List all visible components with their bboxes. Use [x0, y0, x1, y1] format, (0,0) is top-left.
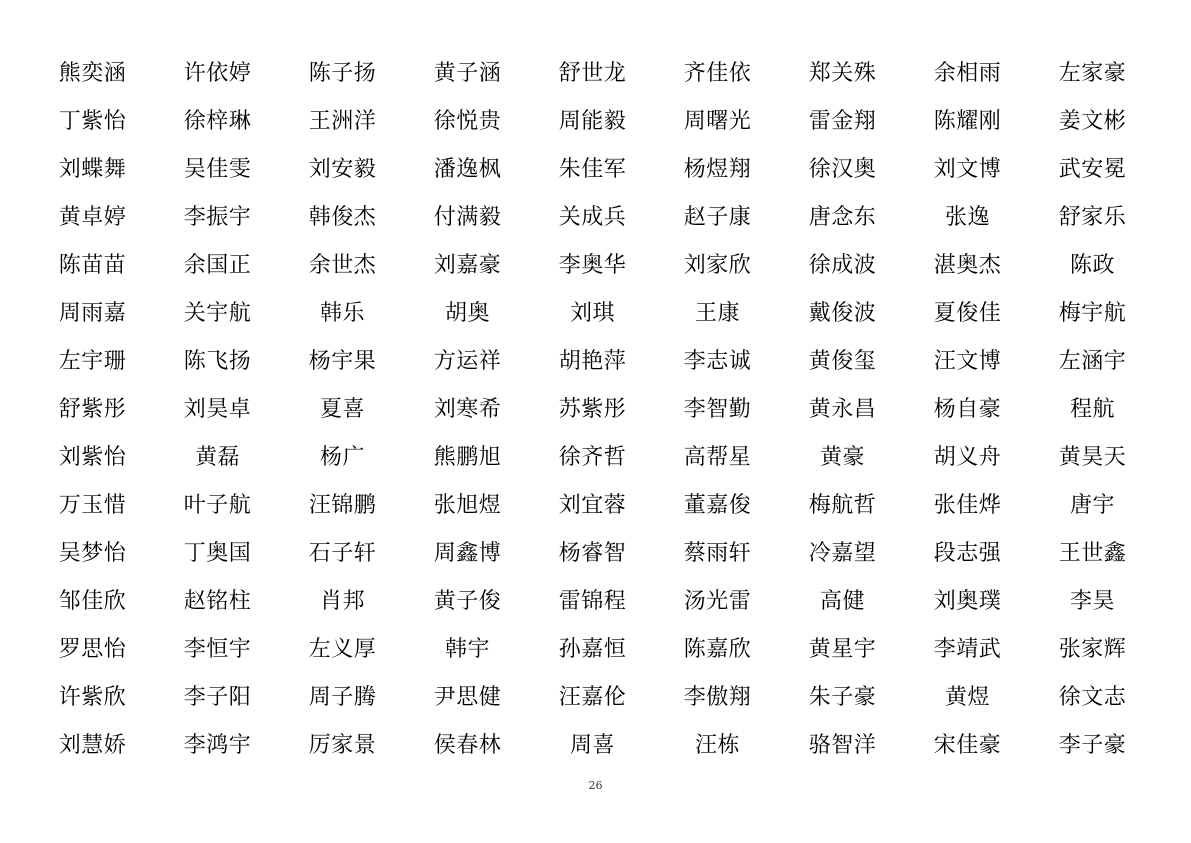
name-cell: 汪文博	[933, 349, 1002, 374]
name-cell: 尹思健	[433, 685, 502, 710]
name-cell: 刘寒希	[433, 397, 502, 422]
name-cell: 梅航哲	[808, 493, 877, 518]
name-cell: 李奥华	[558, 253, 627, 278]
name-list-grid	[30, 50, 1155, 770]
name-cell: 罗思怡	[58, 637, 127, 662]
name-cell: 汪锦鹏	[308, 493, 377, 518]
name-cell: 周曙光	[683, 109, 752, 134]
name-cell: 杨广	[319, 445, 365, 470]
name-cell: 熊奕涵	[58, 61, 127, 86]
name-cell: 陈子扬	[308, 61, 377, 86]
name-cell: 赵子康	[683, 205, 752, 230]
name-cell: 陈苗苗	[58, 253, 127, 278]
name-cell: 刘文博	[933, 157, 1002, 182]
name-cell: 唐宇	[1069, 493, 1115, 518]
name-cell: 李鸿宇	[183, 733, 252, 758]
name-cell: 周子腾	[308, 685, 377, 710]
name-cell: 许依婷	[183, 61, 252, 86]
name-cell: 关宇航	[183, 301, 252, 326]
name-cell: 左宇珊	[58, 349, 127, 374]
name-cell: 夏喜	[319, 397, 365, 422]
name-cell: 徐文志	[1058, 685, 1127, 710]
name-cell: 胡义舟	[933, 445, 1002, 470]
name-cell: 李靖武	[933, 637, 1002, 662]
name-cell: 黄煜	[944, 685, 990, 710]
name-cell: 黄永昌	[808, 397, 877, 422]
name-cell: 夏俊佳	[933, 301, 1002, 326]
name-cell: 黄磊	[194, 445, 240, 470]
name-cell: 韩俊杰	[308, 205, 377, 230]
name-cell: 刘家欣	[683, 253, 752, 278]
name-cell: 梅宇航	[1058, 301, 1127, 326]
name-cell: 韩宇	[444, 637, 490, 662]
name-cell: 朱佳军	[558, 157, 627, 182]
name-cell: 徐悦贵	[433, 109, 502, 134]
name-cell: 汪栋	[694, 733, 740, 758]
name-cell: 杨自豪	[933, 397, 1002, 422]
name-cell: 周雨嘉	[58, 301, 127, 326]
name-cell: 唐念东	[808, 205, 877, 230]
name-cell: 舒紫彤	[58, 397, 127, 422]
name-cell: 骆智洋	[808, 733, 877, 758]
name-cell: 刘嘉豪	[433, 253, 502, 278]
name-cell: 张旭煜	[433, 493, 502, 518]
name-cell: 冷嘉望	[808, 541, 877, 566]
name-cell: 朱子豪	[808, 685, 877, 710]
name-cell: 戴俊波	[808, 301, 877, 326]
name-cell: 付满毅	[433, 205, 502, 230]
name-cell: 方运祥	[433, 349, 502, 374]
name-cell: 邹佳欣	[58, 589, 127, 614]
name-cell: 刘蝶舞	[58, 157, 127, 182]
name-cell: 徐汉奥	[808, 157, 877, 182]
name-cell: 张逸	[944, 205, 990, 230]
name-cell: 李傲翔	[683, 685, 752, 710]
name-cell: 汤光雷	[683, 589, 752, 614]
name-cell: 黄子涵	[433, 61, 502, 86]
name-cell: 石子轩	[308, 541, 377, 566]
name-cell: 李子豪	[1058, 733, 1127, 758]
name-cell: 陈飞扬	[183, 349, 252, 374]
name-cell: 周喜	[569, 733, 615, 758]
name-cell: 潘逸枫	[433, 157, 502, 182]
name-cell: 李子阳	[183, 685, 252, 710]
name-cell: 关成兵	[558, 205, 627, 230]
name-cell: 余世杰	[308, 253, 377, 278]
name-cell: 叶子航	[183, 493, 252, 518]
name-cell: 段志强	[933, 541, 1002, 566]
name-cell: 刘安毅	[308, 157, 377, 182]
name-cell: 余相雨	[933, 61, 1002, 86]
name-cell: 李智勤	[683, 397, 752, 422]
name-cell: 湛奥杰	[933, 253, 1002, 278]
name-cell: 武安冕	[1058, 157, 1127, 182]
name-cell: 李恒宇	[183, 637, 252, 662]
name-cell: 刘慧娇	[58, 733, 127, 758]
name-cell: 杨宇果	[308, 349, 377, 374]
name-cell: 黄星宇	[808, 637, 877, 662]
name-cell: 黄卓婷	[58, 205, 127, 230]
name-cell: 黄俊玺	[808, 349, 877, 374]
name-cell: 许紫欣	[58, 685, 127, 710]
name-cell: 左涵宇	[1058, 349, 1127, 374]
name-cell: 齐佳依	[683, 61, 752, 86]
name-cell: 陈嘉欣	[683, 637, 752, 662]
name-cell: 赵铭柱	[183, 589, 252, 614]
name-cell: 姜文彬	[1058, 109, 1127, 134]
name-cell: 韩乐	[319, 301, 365, 326]
name-cell: 雷金翔	[808, 109, 877, 134]
name-cell: 舒家乐	[1058, 205, 1127, 230]
name-cell: 李志诚	[683, 349, 752, 374]
name-cell: 孙嘉恒	[558, 637, 627, 662]
name-cell: 刘紫怡	[58, 445, 127, 470]
name-cell: 张佳烨	[933, 493, 1002, 518]
name-cell: 雷锦程	[558, 589, 627, 614]
name-cell: 周鑫博	[433, 541, 502, 566]
name-cell: 黄昊天	[1058, 445, 1127, 470]
name-cell: 蔡雨轩	[683, 541, 752, 566]
name-cell: 李振宇	[183, 205, 252, 230]
name-cell: 程航	[1069, 397, 1115, 422]
name-cell: 张家辉	[1058, 637, 1127, 662]
name-cell: 肖邦	[319, 589, 365, 614]
name-cell: 胡奥	[444, 301, 490, 326]
name-cell: 黄豪	[819, 445, 865, 470]
name-cell: 丁奥国	[183, 541, 252, 566]
name-cell: 熊鹏旭	[433, 445, 502, 470]
name-cell: 左义厚	[308, 637, 377, 662]
name-cell: 刘奥璞	[933, 589, 1002, 614]
name-cell: 王洲洋	[308, 109, 377, 134]
name-cell: 徐齐哲	[558, 445, 627, 470]
name-cell: 王康	[694, 301, 740, 326]
name-cell: 余国正	[183, 253, 252, 278]
name-cell: 刘琪	[569, 301, 615, 326]
name-cell: 刘昊卓	[183, 397, 252, 422]
name-cell: 厉家景	[308, 733, 377, 758]
name-cell: 舒世龙	[558, 61, 627, 86]
name-cell: 侯春林	[433, 733, 502, 758]
name-cell: 陈耀刚	[933, 109, 1002, 134]
name-cell: 王世鑫	[1058, 541, 1127, 566]
name-cell: 周能毅	[558, 109, 627, 134]
name-cell: 徐梓琳	[183, 109, 252, 134]
name-cell: 徐成波	[808, 253, 877, 278]
name-cell: 吴梦怡	[58, 541, 127, 566]
name-cell: 李昊	[1069, 589, 1115, 614]
name-cell: 黄子俊	[433, 589, 502, 614]
name-cell: 刘宜蓉	[558, 493, 627, 518]
name-cell: 左家豪	[1058, 61, 1127, 86]
name-cell: 丁紫怡	[58, 109, 127, 134]
name-cell: 高帮星	[683, 445, 752, 470]
name-cell: 汪嘉伦	[558, 685, 627, 710]
name-cell: 吴佳雯	[183, 157, 252, 182]
name-cell: 董嘉俊	[683, 493, 752, 518]
name-cell: 万玉惜	[58, 493, 127, 518]
name-cell: 苏紫彤	[558, 397, 627, 422]
name-cell: 高健	[819, 589, 865, 614]
name-cell: 宋佳豪	[933, 733, 1002, 758]
name-cell: 杨睿智	[558, 541, 627, 566]
name-cell: 胡艳萍	[558, 349, 627, 374]
page-number: 26	[588, 779, 603, 792]
name-cell: 陈政	[1069, 253, 1115, 278]
name-cell: 郑关殊	[808, 61, 877, 86]
name-cell: 杨煜翔	[683, 157, 752, 182]
